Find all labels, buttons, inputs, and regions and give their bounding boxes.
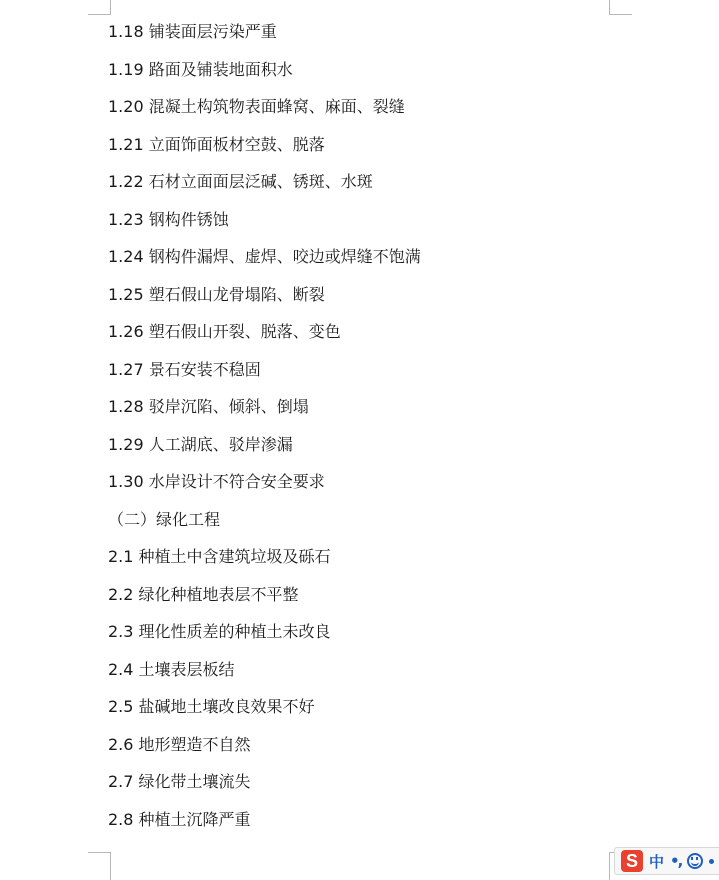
smiley-icon[interactable] xyxy=(687,853,703,869)
paragraph: 1.25 塑石假山龙骨塌陷、断裂 xyxy=(108,284,325,304)
paragraph: 2.5 盐碱地土壤改良效果不好 xyxy=(108,697,315,716)
paragraph: 1.20 混凝土构筑物表面蜂窝、麻面、裂缝 xyxy=(108,97,405,116)
paragraph: 2.3 理化性质差的种植土未改良 xyxy=(108,622,331,641)
ime-mode-toggle[interactable]: 中 xyxy=(649,852,665,871)
paragraph: 1.30 水岸设计不符合安全要求 xyxy=(108,472,325,491)
punctuation-toggle[interactable]: •, xyxy=(670,852,682,870)
paragraph: 2.2 绿化种植地表层不平整 xyxy=(108,584,299,604)
crop-mark-top-right xyxy=(609,0,632,15)
paragraph: 1.22 石材立面面层泛碱、锈斑、水斑 xyxy=(108,172,373,191)
paragraph: 1.24 钢构件漏焊、虚焊、咬边或焊缝不饱满 xyxy=(108,247,421,266)
crop-mark-bottom-left xyxy=(88,852,111,880)
paragraph: 1.23 钢构件锈蚀 xyxy=(108,209,229,229)
document-body[interactable] xyxy=(108,20,628,845)
paragraph: 2.6 地形塑造不自然 xyxy=(108,734,251,754)
paragraph: 1.26 塑石假山开裂、脱落、变色 xyxy=(108,322,341,341)
crop-mark-top-left xyxy=(88,0,111,15)
ime-toolbar[interactable] xyxy=(614,847,719,875)
paragraph: 2.1 种植土中含建筑垃圾及砾石 xyxy=(108,547,331,566)
paragraph: 1.18 铺装面层污染严重 xyxy=(108,22,277,41)
sogou-logo-icon[interactable]: S xyxy=(621,850,643,872)
paragraph: 1.19 路面及铺装地面积水 xyxy=(108,59,293,79)
paragraph: 1.27 景石安装不稳固 xyxy=(108,359,261,379)
paragraph: 1.28 驳岸沉陷、倾斜、倒塌 xyxy=(108,397,309,416)
paragraph: 2.4 土壤表层板结 xyxy=(108,659,235,679)
section-heading: （二）绿化工程 xyxy=(108,509,221,529)
paragraph: 2.8 种植土沉降严重 xyxy=(108,809,251,829)
paragraph: 1.29 人工湖底、驳岸渗漏 xyxy=(108,434,293,454)
more-icon[interactable] xyxy=(709,859,714,864)
paragraph: 1.21 立面饰面板材空鼓、脱落 xyxy=(108,134,325,154)
paragraph: 2.7 绿化带土壤流失 xyxy=(108,772,251,791)
